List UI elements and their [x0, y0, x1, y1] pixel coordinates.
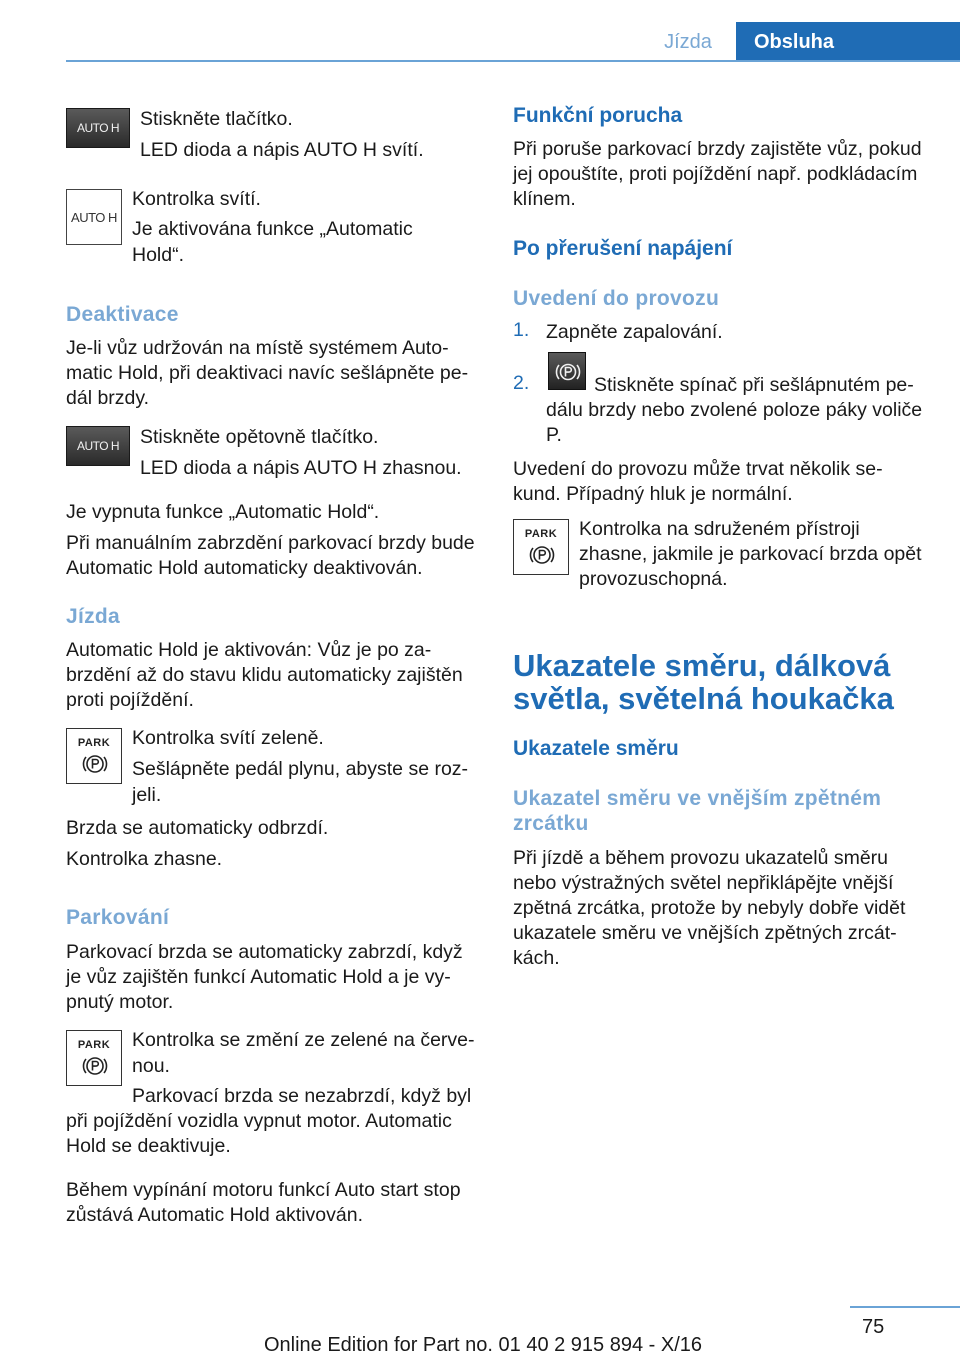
- paragraph: při pojíždění vozidla vypnut motor. Automatic: [66, 1110, 452, 1132]
- paragraph: Kontrolka zhasne.: [66, 848, 223, 870]
- paragraph: Při poruše parkovací brzdy zajistěte vůz, pokud: [513, 138, 922, 160]
- paragraph: matic Hold, při deaktivaci navíc sešlápněte pe‐: [66, 362, 469, 384]
- section-heading: zrcátku: [513, 812, 589, 835]
- paragraph: Automatic Hold je aktivován: Vůz je po za‐: [66, 639, 432, 661]
- paragraph: ukazatele směru ve vnějších zpětných zrcát‐: [513, 922, 897, 944]
- paragraph: nou.: [132, 1055, 170, 1077]
- paragraph: Kontrolka svítí.: [132, 188, 261, 210]
- paragraph: LED dioda a nápis AUTO H svítí.: [140, 139, 424, 161]
- p-circle-icon: [555, 359, 581, 385]
- paragraph: Hold“.: [132, 244, 185, 266]
- paragraph: Brzda se automaticky odbrzdí.: [66, 817, 329, 839]
- auto-h-indicator-icon: AUTO H: [66, 189, 122, 245]
- list-item: dálu brzdy nebo zvolené poloze páky voliče: [546, 399, 923, 421]
- paragraph: Během vypínání motoru funkcí Auto start stop: [66, 1179, 461, 1201]
- paragraph: Sešlápněte pedál plynu, abyste se roz‐: [132, 758, 469, 780]
- auto-h-button-icon: AUTO H: [66, 108, 130, 148]
- paragraph: Kontrolka svítí zeleně.: [132, 727, 324, 749]
- section-heading: Ukazatel směru ve vnějším zpětném: [513, 787, 882, 810]
- section-heading: Ukazatele směru: [513, 737, 679, 760]
- auto-h-button-icon: AUTO H: [66, 426, 130, 466]
- paragraph: Je vypnuta funkce „Automatic Hold“.: [66, 501, 380, 523]
- paragraph: Parkovací brzda se nezabrzdí, když byl: [132, 1085, 472, 1107]
- paragraph: Při manuálním zabrzdění parkovací brzdy bude: [66, 532, 475, 554]
- paragraph: pnutý motor.: [66, 991, 174, 1013]
- footer-rule: [850, 1306, 960, 1308]
- list-item: Stiskněte spínač při sešlápnutém pe‐: [594, 374, 914, 396]
- paragraph: zpětná zrcátka, protože by nebyly dobře vidět: [513, 897, 906, 919]
- paragraph: nebo výstražných světel nepřiklápějte vnější: [513, 872, 894, 894]
- paragraph: kách.: [513, 947, 560, 969]
- list-number: 1.: [513, 319, 530, 341]
- paragraph: Hold se deaktivuje.: [66, 1135, 231, 1157]
- chapter-heading: světla, světelná houkačka: [513, 681, 894, 716]
- section-heading: Jízda: [66, 605, 121, 628]
- p-circle-icon: [82, 751, 108, 777]
- paragraph: jeli.: [132, 784, 162, 806]
- park-brake-icon: [66, 728, 122, 784]
- park-brake-icon: [513, 519, 569, 575]
- paragraph: Je aktivována funkce „Automatic: [132, 218, 413, 240]
- paragraph: Automatic Hold automaticky deaktivován.: [66, 557, 423, 579]
- paragraph: Stiskněte opětovně tlačítko.: [140, 426, 379, 448]
- paragraph: klínem.: [513, 188, 576, 210]
- p-circle-icon: [82, 1053, 108, 1079]
- list-item: Zapněte zapalování.: [546, 321, 723, 343]
- parking-brake-switch-icon: [548, 352, 586, 390]
- park-label: PARK: [77, 1039, 111, 1051]
- paragraph: LED dioda a nápis AUTO H zhasnou.: [140, 457, 462, 479]
- footer-edition: Online Edition for Part no. 01 40 2 915 894 - X/16: [263, 1334, 703, 1356]
- paragraph: dál brzdy.: [66, 387, 150, 409]
- section-heading: Funkční porucha: [513, 104, 683, 127]
- park-brake-icon: [66, 1030, 122, 1086]
- paragraph: kund. Případný hluk je normální.: [513, 483, 793, 505]
- section-heading: Deaktivace: [66, 303, 179, 326]
- tab-jizda[interactable]: Jízda: [664, 30, 712, 53]
- header-rule: [66, 60, 960, 62]
- park-label: PARK: [77, 737, 111, 749]
- section-heading: Parkování: [66, 906, 170, 929]
- park-label: PARK: [524, 528, 558, 540]
- paragraph: proti pojíždění.: [66, 689, 194, 711]
- page-number: 75: [862, 1316, 885, 1338]
- list-item: P.: [546, 424, 562, 446]
- paragraph: Stiskněte tlačítko.: [140, 108, 293, 130]
- p-circle-icon: [529, 542, 555, 568]
- paragraph: Parkovací brzda se automaticky zabrzdí, když: [66, 941, 463, 963]
- section-heading: Uvedení do provozu: [513, 287, 720, 310]
- paragraph: jej opouštíte, proti pojíždění např. podkládacím: [513, 163, 918, 185]
- section-heading: Po přerušení napájení: [513, 237, 733, 260]
- paragraph: zhasne, jakmile je parkovací brzda opět: [579, 543, 922, 565]
- paragraph: Uvedení do provozu může trvat několik se‐: [513, 458, 883, 480]
- list-number: 2.: [513, 372, 530, 394]
- paragraph: provozuschopná.: [579, 568, 728, 590]
- paragraph: Kontrolka na sdruženém přístroji: [579, 518, 860, 540]
- tab-obsluha[interactable]: Obsluha: [736, 22, 960, 62]
- paragraph: zůstává Automatic Hold aktivován.: [66, 1204, 363, 1226]
- paragraph: Je-li vůz udržován na místě systémem Auto‐: [66, 337, 449, 359]
- paragraph: brzdění až do stavu klidu automaticky zajištěn: [66, 664, 463, 686]
- paragraph: Při jízdě a během provozu ukazatelů směru: [513, 847, 889, 869]
- paragraph: Kontrolka se změní ze zelené na červe‐: [132, 1029, 475, 1051]
- chapter-heading: Ukazatele směru, dálková: [513, 648, 891, 683]
- paragraph: je vůz zajištěn funkcí Automatic Hold a je vy‐: [66, 966, 451, 988]
